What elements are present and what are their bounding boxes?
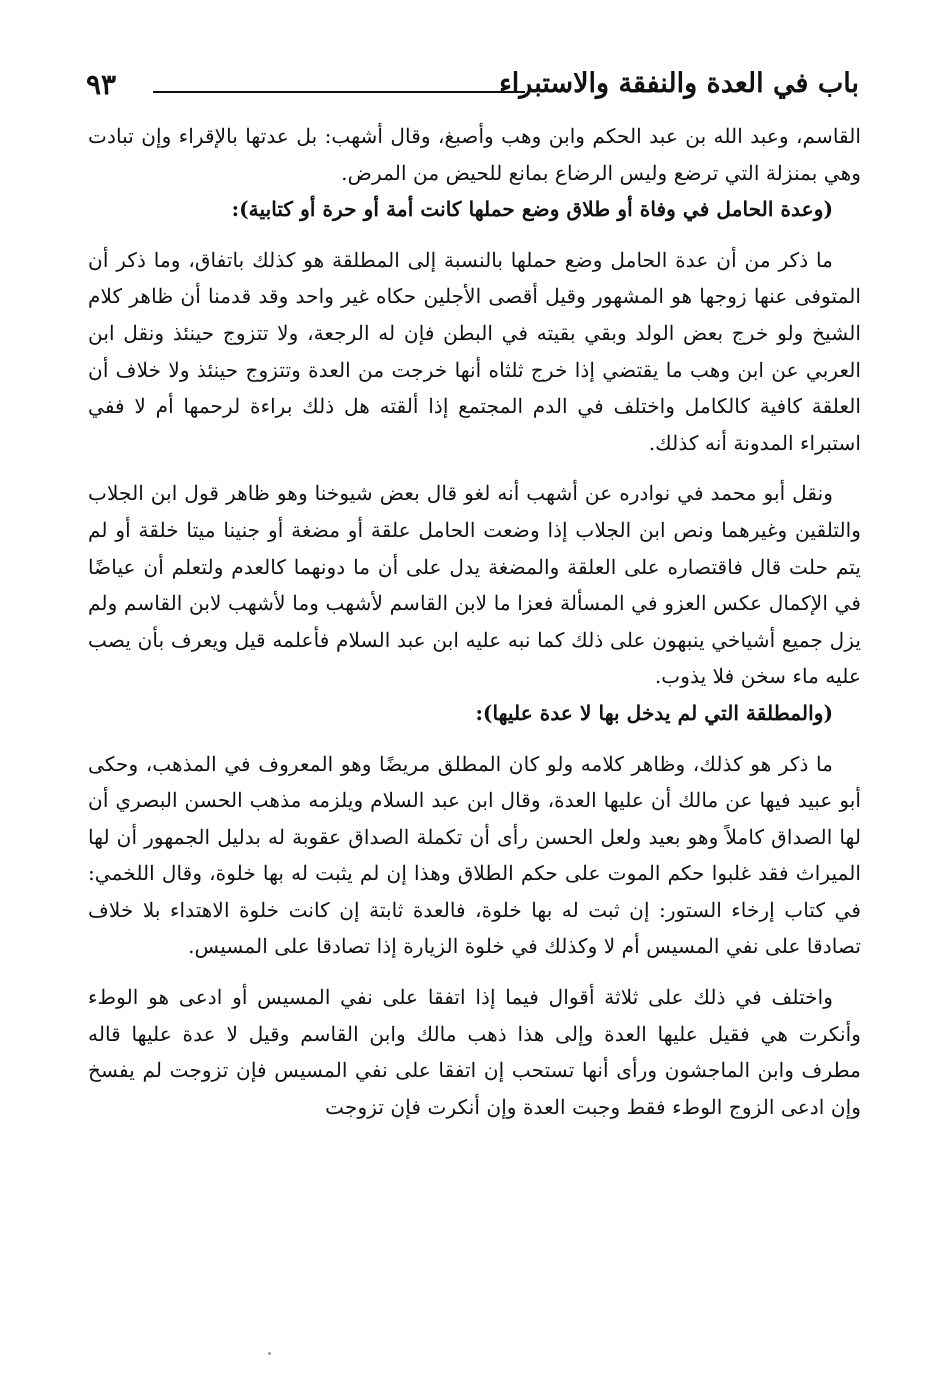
section-heading-unconsummated-divorce: (والمطلقة التي لم يدخل بها لا عدة عليها): — [475, 700, 833, 725]
paragraph: ونقل أبو محمد في نوادره عن أشهب أنه لغو قال بعض شيوخنا وهو ظاهر قول ابن الجلاب والتلقين وغيرهما ونص ابن الجلاب إذا وضعت الحامل علقة أو مضغة أو جنينا ميتا خلقة أو لم يتم حلت قال فاقتصاره على العلقة والمضغة يدل على أن ما دونهما كالعدم ولتعلم أن عياضًا في الإكمال عكس العزو في المسألة فعزا ما لابن القاسم لأشهب وما لأشهب لابن القاسم ولم يزل جميع أشياخي ينبهون على ذلك كما نبه عليه ابن عبد السلام فأعلمه قيل ويعرف بأن يصب عليه ماء سخن فلا يذوب. — [88, 481, 861, 689]
scan-speck — [268, 1352, 271, 1355]
paragraph-continuation: القاسم، وعبد الله بن عبد الحكم وابن وهب وأصبغ، وقال أشهب: بل عدتها بالإقراء وإن تبادت وهي بمنزلة التي ترضع وليس الرضاع بمانع للحيض من المرض. — [88, 124, 861, 185]
paragraph: ما ذكر هو كذلك، وظاهر كلامه ولو كان المطلق مريضًا وهو المعروف في المذهب، وحكى أبو عبيد فيها عن مالك أن عليها العدة، وقال ابن عبد السلام ويلزمه مذهب الحسن البصري أن لها الصداق كاملاً وهو بعيد ولعل الحسن رأى أن تكملة الصداق عقوبة له بدليل الجمهور أن لها الميراث فقد غلبوا حكم الموت على حكم الطلاق وهذا إن لم يثبت له بها خلوة، وقال اللخمي: في كتاب إرخاء الستور: إن ثبت له بها خلوة، فالعدة ثابتة إن كانت خلوة الاهتداء بلا خلاف تصادقا على نفي المسيس أم لا وكذلك في خلوة الزيارة إذا تصادقا على المسيس. — [88, 751, 861, 959]
body-text — [88, 118, 861, 1125]
paragraph: ما ذكر من أن عدة الحامل وضع حملها بالنسبة إلى المطلقة هو كذلك باتفاق، وما ذكر أن المتوفى عنها زوجها هو المشهور وقيل أقصى الأجلين حكاه غير واحد وقد قدمنا أن ظاهر كلام الشيخ ولو خرج بعض الولد وبقي بقيته في البطن فإن له الرجعة، ولا تتزوج حينئذ ونقل ابن العربي عن ابن وهب ما يقتضي إذا خرج ثلثاه أنها خرجت من العدة وتتزوج حينئذ ولا خلاف أن العلقة كافية كالكامل واختلف في الدم المجتمع إذا ألقته هل ذلك براءة لرحمها أم لا ففي استبراء المدونة أنه كذلك. — [88, 247, 861, 455]
paragraph: واختلف في ذلك على ثلاثة أقوال فيما إذا اتفقا على نفي المسيس أو ادعى هو الوطء وأنكرت هي فقيل عليها العدة وإلى هذا ذهب مالك وابن القاسم وقيل لا عدة عليها قاله مطرف وابن الماجشون ورأى أنها تستحب إن اتفقا على نفي المسيس فإن تزوجت لم يفسخ وإن ادعى الزوج الوطء فقط وجبت العدة وإن أنكرت فإن تزوجت — [88, 985, 861, 1119]
running-header — [78, 64, 871, 108]
section-heading-pregnant-waiting: (وعدة الحامل في وفاة أو طلاق وضع حملها كانت أمة أو حرة أو كتابية): — [231, 197, 833, 222]
chapter-title: باب في العدة والنفقة والاستبراء — [499, 68, 859, 99]
page-number: ٩٣ — [86, 68, 117, 101]
header-rule — [153, 91, 525, 93]
